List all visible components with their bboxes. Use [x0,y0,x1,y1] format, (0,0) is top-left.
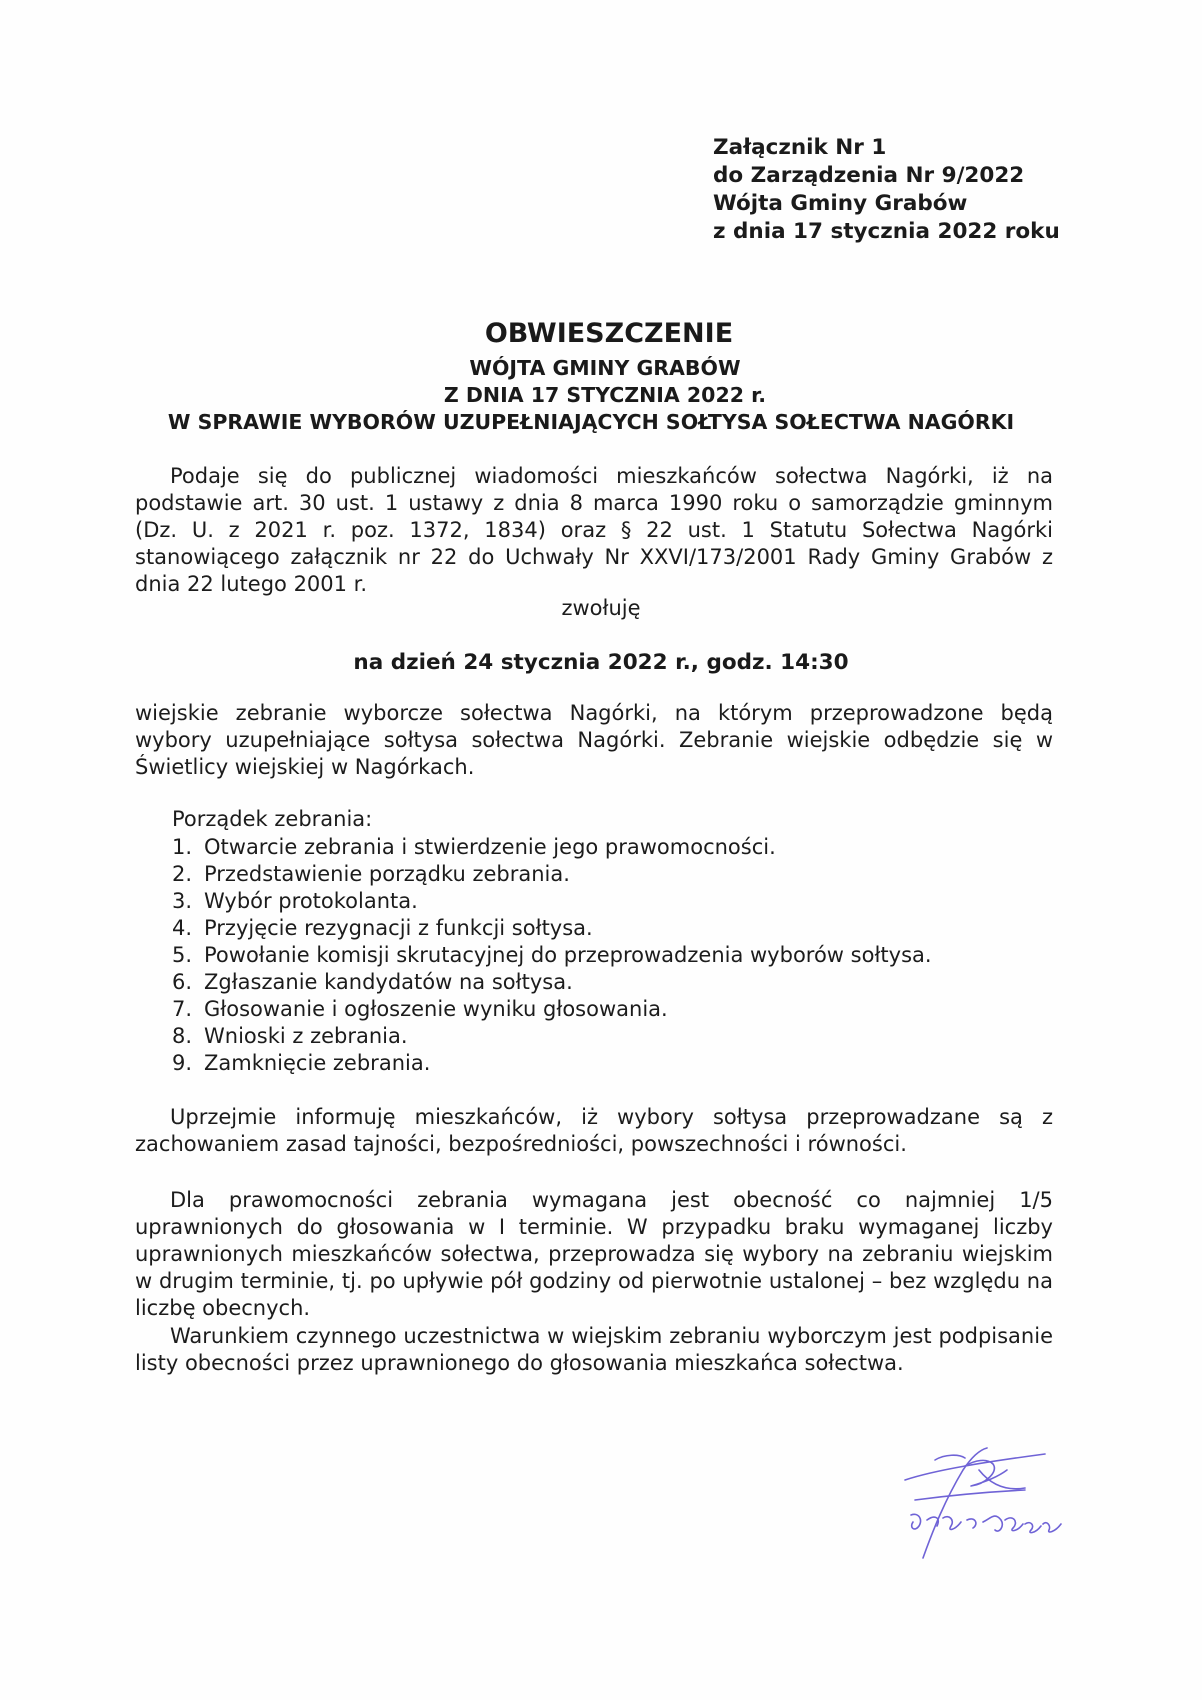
agenda-item-number: 3. [172,889,193,913]
agenda-item-text: Zamknięcie zebrania. [204,1051,431,1075]
agenda-item-number: 8. [172,1024,193,1048]
agenda-item [172,1050,932,1077]
agenda-item-text: Przyjęcie rezygnacji z funkcji sołtysa. [204,916,593,940]
agenda-item-number: 4. [172,916,193,940]
agenda-item [172,969,932,996]
agenda-item [172,1023,932,1050]
document-title: OBWIESZCZENIE [484,318,734,349]
intro-paragraph [135,463,1053,598]
agenda-item-number: 7. [172,997,193,1021]
agenda-item [172,996,932,1023]
agenda-item-number: 5. [172,943,193,967]
agenda-item-text: Powołanie komisji skrutacyjnej do przeprowadzenia wyborów sołtysa. [204,943,932,967]
agenda-item [172,915,932,942]
agenda-item [172,834,932,861]
info-paragraph [135,1104,1053,1158]
agenda-item-text: Głosowanie i ogłoszenie wyniku głosowania. [204,997,668,1021]
quorum-text: Dla prawomocności zebrania wymagana jest obecność co najmniej 1/5 uprawnionych do głosowania w I terminie. W przypadku braku wymaganej liczby uprawnionych mieszkańców sołectwa, przeprowadza się wybory na zebraniu wiejskim w drugim terminie, tj. po upływie pół godziny od pierwotnie ustalonej – bez względu na liczbę obecnych. [135,1188,1053,1320]
agenda-item-number: 6. [172,970,193,994]
attachment-ordinance: do Zarządzenia Nr 9/2022 [713,163,1025,188]
convene-text: zwołuję [561,596,641,620]
meeting-text: wiejskie zebranie wyborcze sołectwa Nagórki, na którym przeprowadzone będą wybory uzupełniające sołtysa sołectwa Nagórki. Zebranie wiejskie odbędzie się w Świetlicy wiejskiej w Nagórkach. [135,701,1053,779]
meeting-datetime: na dzień 24 stycznia 2022 r., godz. 14:30 [353,650,849,675]
attachment-issuer: Wójta Gminy Grabów [713,191,968,216]
agenda-item-text: Zgłaszanie kandydatów na sołtysa. [204,970,573,994]
handwritten-signature [875,1440,1075,1560]
agenda-item-text: Otwarcie zebrania i stwierdzenie jego prawomocności. [204,835,776,859]
quorum-paragraph [135,1187,1053,1322]
document-subject: W SPRAWIE WYBORÓW UZUPEŁNIAJĄCYCH SOŁTYSA SOŁECTWA NAGÓRKI [167,410,1015,434]
agenda-item-number: 9. [172,1051,193,1075]
agenda-item-number: 1. [172,835,193,859]
condition-text: Warunkiem czynnego uczestnictwa w wiejskim zebraniu wyborczym jest podpisanie listy obecności przez uprawnionego do głosowania mieszkańca sołectwa. [135,1324,1053,1375]
attachment-date: z dnia 17 stycznia 2022 roku [713,219,1060,244]
agenda-item [172,942,932,969]
agenda-item [172,861,932,888]
document-date: Z DNIA 17 STYCZNIA 2022 r. [443,383,767,407]
agenda-list [172,834,932,1077]
agenda-item-text: Wybór protokolanta. [204,889,418,913]
attachment-number: Załącznik Nr 1 [713,135,887,160]
agenda-title: Porządek zebrania: [172,807,373,831]
agenda-item [172,888,932,915]
info-text: Uprzejmie informuję mieszkańców, iż wybory sołtysa przeprowadzane są z zachowaniem zasad tajności, bezpośredniości, powszechności i równości. [135,1105,1053,1156]
agenda-item-text: Wnioski z zebrania. [204,1024,408,1048]
meeting-paragraph [135,700,1053,781]
agenda-item-text: Przedstawienie porządku zebrania. [204,862,570,886]
intro-text: Podaje się do publicznej wiadomości mieszkańców sołectwa Nagórki, iż na podstawie art. 30 ust. 1 ustawy z dnia 8 marca 1990 roku o samorządzie gminnym (Dz. U. z 2021 r. poz. 1372, 1834) oraz § 22 ust. 1 Statutu Sołectwa Nagórki stanowiącego załącznik nr 22 do Uchwały Nr XXVI/173/2001 Rady Gminy Grabów z dnia 22 lutego 2001 r. [135,464,1053,596]
attachment-header [713,134,1060,246]
document-issuer: WÓJTA GMINY GRABÓW [469,356,741,380]
agenda-item-number: 2. [172,862,193,886]
condition-paragraph [135,1323,1053,1377]
